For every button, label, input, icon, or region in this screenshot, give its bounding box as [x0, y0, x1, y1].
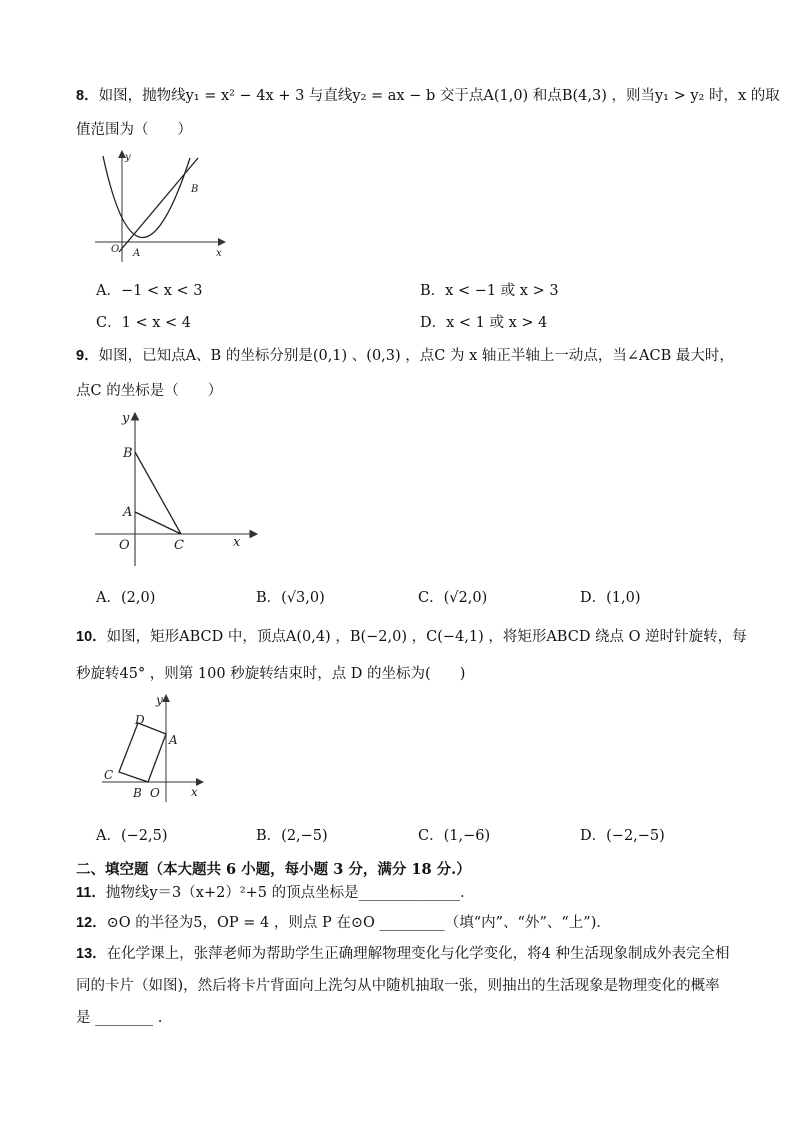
q9-option-d[interactable]	[580, 586, 641, 607]
q8-line1	[76, 86, 780, 106]
q10-option-b[interactable]	[256, 824, 328, 845]
q8-option-d-label: D．	[420, 315, 447, 331]
q8-number: 8．	[76, 88, 99, 104]
q10-line1	[76, 627, 747, 647]
q8-option-a-text: −1 < x < 3	[120, 283, 203, 299]
q13-end: .	[153, 1010, 163, 1026]
q10-option-c[interactable]	[418, 824, 490, 845]
q9-option-a-text: (2,0)	[120, 590, 156, 606]
q10-option-a[interactable]	[96, 824, 168, 845]
q11-text: 抛物线y＝3（x+2）²+5 的顶点坐标是	[105, 885, 359, 901]
q10-option-b-label: B．	[256, 828, 282, 844]
q8-text-1: 如图，抛物线y₁ = x² − 4x + 3 与直线y₂ = ax − b 交于点A(1,0) 和点B(4,3) ，则当y₁ > y₂ 时，x 的取	[98, 88, 780, 104]
q9-option-d-text: (1,0)	[606, 590, 641, 606]
q9-label-C: C	[174, 538, 184, 553]
q8-label-x: x	[216, 248, 222, 259]
q9-option-a-label: A．	[96, 590, 121, 606]
q8-option-d[interactable]	[420, 311, 547, 332]
q8-option-c[interactable]	[96, 311, 191, 332]
q9-number: 9．	[76, 348, 99, 364]
q8-option-a[interactable]	[96, 279, 203, 300]
q8-line2: 值范围为（ ）	[76, 122, 192, 138]
q13-line3	[76, 1008, 162, 1028]
q10-label-A: A	[169, 733, 178, 747]
q13-text-1: 在化学课上，张萍老师为帮助学生正确理解物理变化与化学变化，将4 种生活现象制成外表完全相	[106, 946, 730, 962]
q10-label-O: O	[150, 786, 160, 800]
q12	[76, 913, 611, 933]
q10-option-b-text: (2,−5)	[281, 828, 328, 844]
q9-text-1: 如图，已知点A、B 的坐标分别是(0,1) 、(0,3) ，点C 为 x 轴正半轴上一动点，当∠ACB 最大时，	[98, 348, 734, 364]
q9-option-c-label: C．	[418, 590, 444, 606]
q13-answer-blank[interactable]: ________	[95, 1010, 154, 1026]
q9-line1	[76, 346, 734, 366]
q8-label-A: A	[133, 248, 141, 259]
q9-label-B: B	[123, 446, 133, 461]
q9-label-y: y	[122, 411, 130, 426]
q9-option-b-label: B．	[256, 590, 282, 606]
q8-line	[119, 158, 198, 252]
q8-option-d-text: x < 1 或 x > 4	[446, 315, 548, 331]
q10-text-1: 如图，矩形ABCD 中，顶点A(0,4) ，B(−2,0) ，C(−4,1) ，将矩形ABCD 绕点 O 逆时针旋转，每	[106, 629, 747, 645]
q10-option-d-label: D．	[580, 828, 607, 844]
q11-number: 11．	[76, 885, 106, 901]
q8-parabola	[103, 156, 190, 238]
q12-answer-blank[interactable]: _________	[379, 915, 445, 931]
q9-option-c[interactable]	[418, 586, 487, 607]
q8-option-a-label: A．	[96, 283, 121, 299]
q9-option-b[interactable]	[256, 586, 325, 607]
q10-option-d-text: (−2,−5)	[606, 828, 665, 844]
q13-line2: 同的卡片（如图)，然后将卡片背面向上洗匀从中随机抽取一张，则抽出的生活现象是物理变化的概率	[76, 978, 720, 994]
q10-number: 10．	[76, 629, 107, 645]
q10-label-B: B	[133, 786, 142, 800]
q10-figure	[98, 690, 212, 806]
q8-label-B: B	[191, 184, 199, 195]
section2-heading: 二、填空题（本大题共 6 小题，每小题 3 分，满分 18 分.）	[76, 861, 471, 878]
q13-line3-pre: 是	[76, 1010, 96, 1026]
q10-option-c-label: C．	[418, 828, 444, 844]
q10-label-y: y	[156, 693, 163, 707]
q10-label-D: D	[135, 713, 145, 727]
q11	[76, 883, 475, 903]
q12-number: 12．	[76, 915, 107, 931]
q9-segment-BC	[135, 452, 181, 534]
q10-option-d[interactable]	[580, 824, 665, 845]
q9-label-A: A	[123, 505, 133, 520]
q9-option-d-label: D．	[580, 590, 607, 606]
q9-label-x: x	[233, 535, 241, 550]
q9-label-O: O	[119, 538, 130, 553]
q8-option-b[interactable]	[420, 279, 559, 300]
q13-number: 13．	[76, 946, 107, 962]
q8-option-c-label: C．	[96, 315, 122, 331]
q9-line2: 点C 的坐标是（ ）	[76, 383, 223, 399]
q8-option-b-label: B．	[420, 283, 446, 299]
q10-option-c-text: (1,−6)	[443, 828, 491, 844]
q9-option-a[interactable]	[96, 586, 155, 607]
q11-answer-blank[interactable]: ______________	[358, 885, 461, 901]
q8-option-b-text: x < −1 或 x > 3	[445, 283, 559, 299]
q13-line1	[76, 944, 729, 964]
q12-text: ⊙O 的半径为5，OP = 4 ，则点 P 在⊙O	[106, 915, 380, 931]
q9-option-b-text: (√3,0)	[281, 590, 325, 606]
q10-option-a-text: (−2,5)	[120, 828, 168, 844]
q8-option-c-text: 1 < x < 4	[121, 315, 191, 331]
q10-line2: 秒旋转45° ，则第 100 秒旋转结束时，点 D 的坐标为( )	[76, 666, 466, 682]
q8-figure	[92, 148, 232, 266]
q9-option-c-text: (√2,0)	[443, 590, 488, 606]
q9-figure	[90, 408, 262, 568]
q8-label-y: y	[125, 152, 131, 163]
q10-rectangle	[119, 723, 166, 782]
q10-label-C: C	[104, 768, 114, 782]
q10-label-x: x	[191, 785, 198, 799]
q8-label-O: O	[111, 244, 120, 255]
q10-option-a-label: A．	[96, 828, 121, 844]
q11-end: ．	[460, 885, 475, 901]
q12-end: （填“内”、“外”、“上”)．	[444, 915, 611, 931]
